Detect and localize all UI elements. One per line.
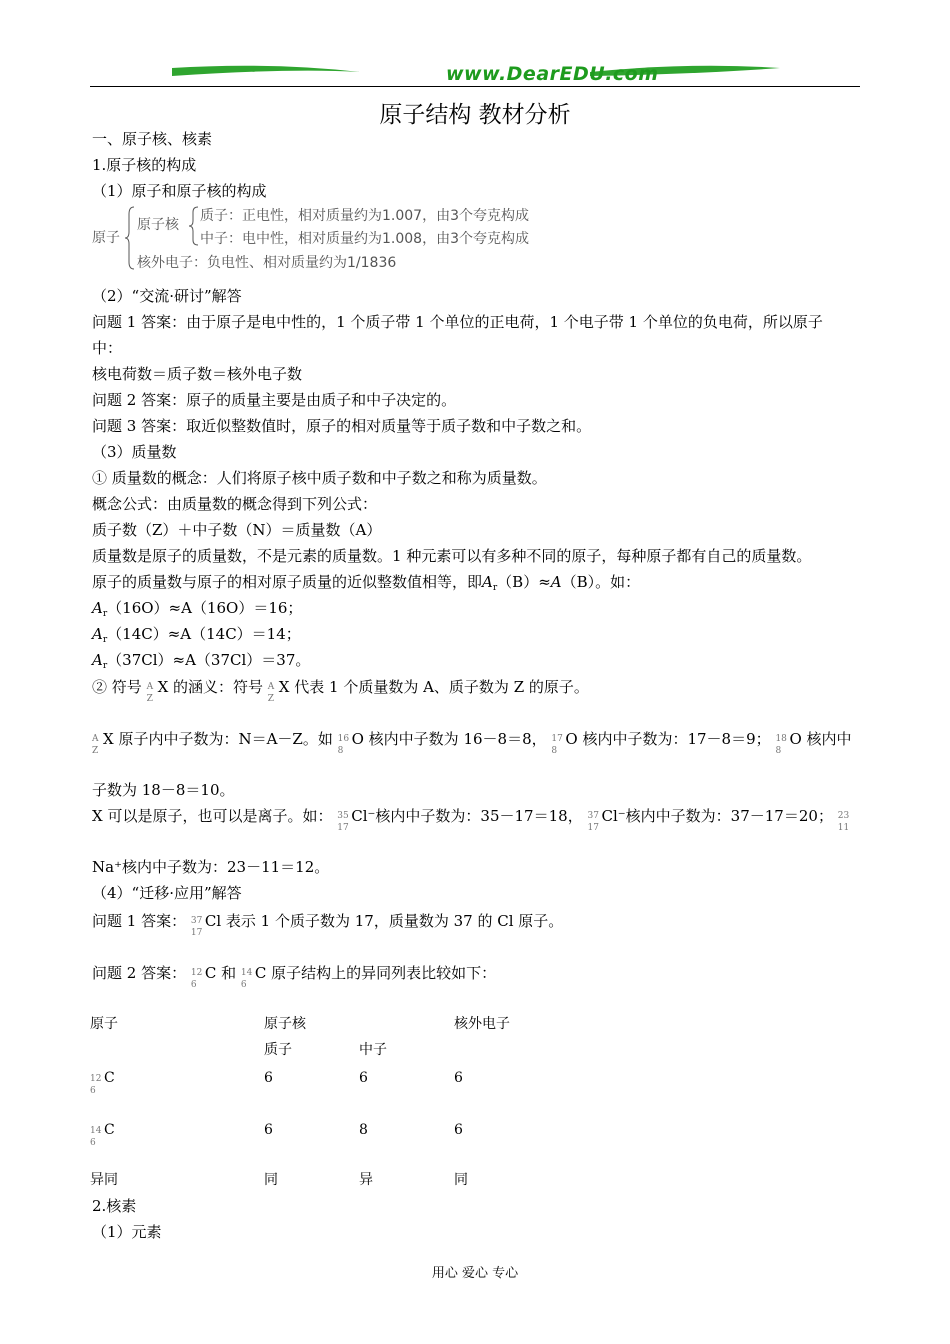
table-cell: 异	[359, 1172, 373, 1188]
subsection-heading: （4）“迁移·应用”解答	[92, 884, 242, 902]
isotope-notation: 14 6	[240, 968, 253, 990]
page-header	[90, 62, 860, 88]
paragraph: A Z X 原子内中子数为：N＝A－Z。如 16 8 O 核内中子数为 16－8＝8， 17 8 O 核内中子数为：17－8＝9； 18 8 O 核内中	[92, 730, 852, 756]
paragraph: 问题 1 答案： 37 17 Cl 表示 1 个质子数为 17，质量数为 37 的 Cl 原子。	[92, 912, 564, 938]
paragraph: 原子的质量数与原子的相对原子质量的近似整数值相等，即$A_r(B)\approx A(B)$。如：	[92, 573, 641, 593]
isotope-notation: A Z	[267, 682, 275, 704]
subsection-heading: （1）原子和原子核的构成	[92, 182, 267, 200]
isotope-notation: A Z	[92, 734, 99, 756]
example-line: $A_r(14C)\approx A(14C)=14$；	[92, 625, 301, 645]
paragraph: 中：	[92, 339, 123, 357]
table-cell: 6	[454, 1122, 463, 1138]
paragraph: 问题 1 答案：由于原子是电中性的，1 个质子带 1 个单位的正电荷，1 个电子带 1 个单位的负电荷，所以原子	[92, 313, 823, 331]
table-header: 质子	[264, 1042, 292, 1058]
table-cell: 异同	[90, 1172, 118, 1188]
paragraph: 问题 2 答案： 12 6 C 和 14 6 C 原子结构上的异同列表比较如下：	[92, 964, 497, 990]
paragraph: ① 质量数的概念：人们将原子核中质子数和中子数之和称为质量数。	[92, 469, 547, 487]
diagram-atom: 原子	[92, 230, 120, 246]
subsection-heading: 1.原子核的构成	[92, 156, 197, 174]
example-line: $A_r(37Cl)\approx A(37Cl)=37$。	[92, 651, 311, 671]
brace-icon	[124, 206, 136, 270]
table-cell: 8	[359, 1122, 368, 1138]
isotope-notation: 35 17	[337, 811, 349, 833]
table-cell: 6	[264, 1070, 273, 1086]
table-header: 核外电子	[454, 1016, 510, 1032]
table-header: 原子核	[264, 1016, 306, 1032]
table-cell: 6	[359, 1070, 368, 1086]
paragraph: Na⁺核内中子数为：23－11＝12。	[92, 858, 330, 876]
table-header: 中子	[359, 1042, 387, 1058]
table-cell: 同	[454, 1172, 468, 1188]
paragraph: 子数为 18－8＝10。	[92, 781, 235, 799]
paragraph: 核电荷数＝质子数＝核外电子数	[92, 365, 303, 383]
paragraph: 问题 3 答案：取近似整数值时，原子的相对质量等于质子数和中子数之和。	[92, 417, 592, 435]
site-logo: www.DearEDU.com	[446, 63, 659, 85]
section-heading: 一、原子核、核素	[92, 130, 213, 148]
table-row: 14 6 C	[90, 1122, 115, 1148]
brace-icon	[188, 206, 200, 246]
paragraph: X 可以是原子，也可以是离子。如： 35 17 Cl⁻核内中子数为：35－17＝18， 37 17 Cl⁻核内中子数为：37－17＝20； 23 11	[92, 806, 852, 826]
table-cell: 同	[264, 1172, 278, 1188]
isotope-notation: 16 8	[337, 734, 350, 756]
subsection-heading: （3）质量数	[92, 443, 177, 461]
isotope-notation: 37 17	[190, 916, 203, 938]
subsection-heading: 2.核素	[92, 1197, 137, 1215]
isotope-notation: A Z	[146, 682, 154, 704]
isotope-notation: 23 11	[837, 811, 850, 833]
isotope-notation: 37 17	[587, 811, 599, 833]
page-footer: 用心 爱心 专心	[431, 1266, 519, 1281]
example-line: $A_r(16O)\approx A(16O)=16$；	[92, 599, 303, 619]
diagram-nucleus: 原子核	[137, 217, 179, 233]
isotope-notation: 18 8	[775, 734, 787, 756]
formula: 质子数（Z）＋中子数（N）＝质量数（A）	[92, 521, 382, 539]
isotope-notation: 17 8	[551, 734, 563, 756]
subsection-heading: （2）“交流·研讨”解答	[92, 287, 242, 305]
paragraph: 问题 2 答案：原子的质量主要是由质子和中子决定的。	[92, 391, 457, 409]
subsection-heading: （1）元素	[92, 1223, 162, 1241]
table-header: 原子	[90, 1016, 118, 1032]
page-title: 原子结构 教材分析	[379, 102, 571, 128]
paragraph: 质量数是原子的质量数，不是元素的质量数。1 种元素可以有多种不同的原子，每种原子都有自己的质量数。	[92, 547, 812, 565]
table-cell: 6	[454, 1070, 463, 1086]
table-row: 12 6 C	[90, 1070, 115, 1096]
diagram-proton: 质子：正电性，相对质量约为1.007，由3个夸克构成	[200, 208, 529, 224]
paragraph: ② 符号 A Z X 的涵义：符号 A Z X 代表 1 个质量数为 A、质子数为 Z 的原子。	[92, 678, 589, 704]
table-cell: 6	[264, 1122, 273, 1138]
header-rule	[90, 86, 860, 87]
diagram-neutron: 中子：电中性，相对质量约为1.008，由3个夸克构成	[200, 231, 529, 247]
paragraph: 概念公式：由质量数的概念得到下列公式：	[92, 495, 378, 513]
diagram-electron: 核外电子：负电性、相对质量约为1/1836	[137, 255, 397, 271]
isotope-notation: 12 6	[190, 968, 203, 990]
